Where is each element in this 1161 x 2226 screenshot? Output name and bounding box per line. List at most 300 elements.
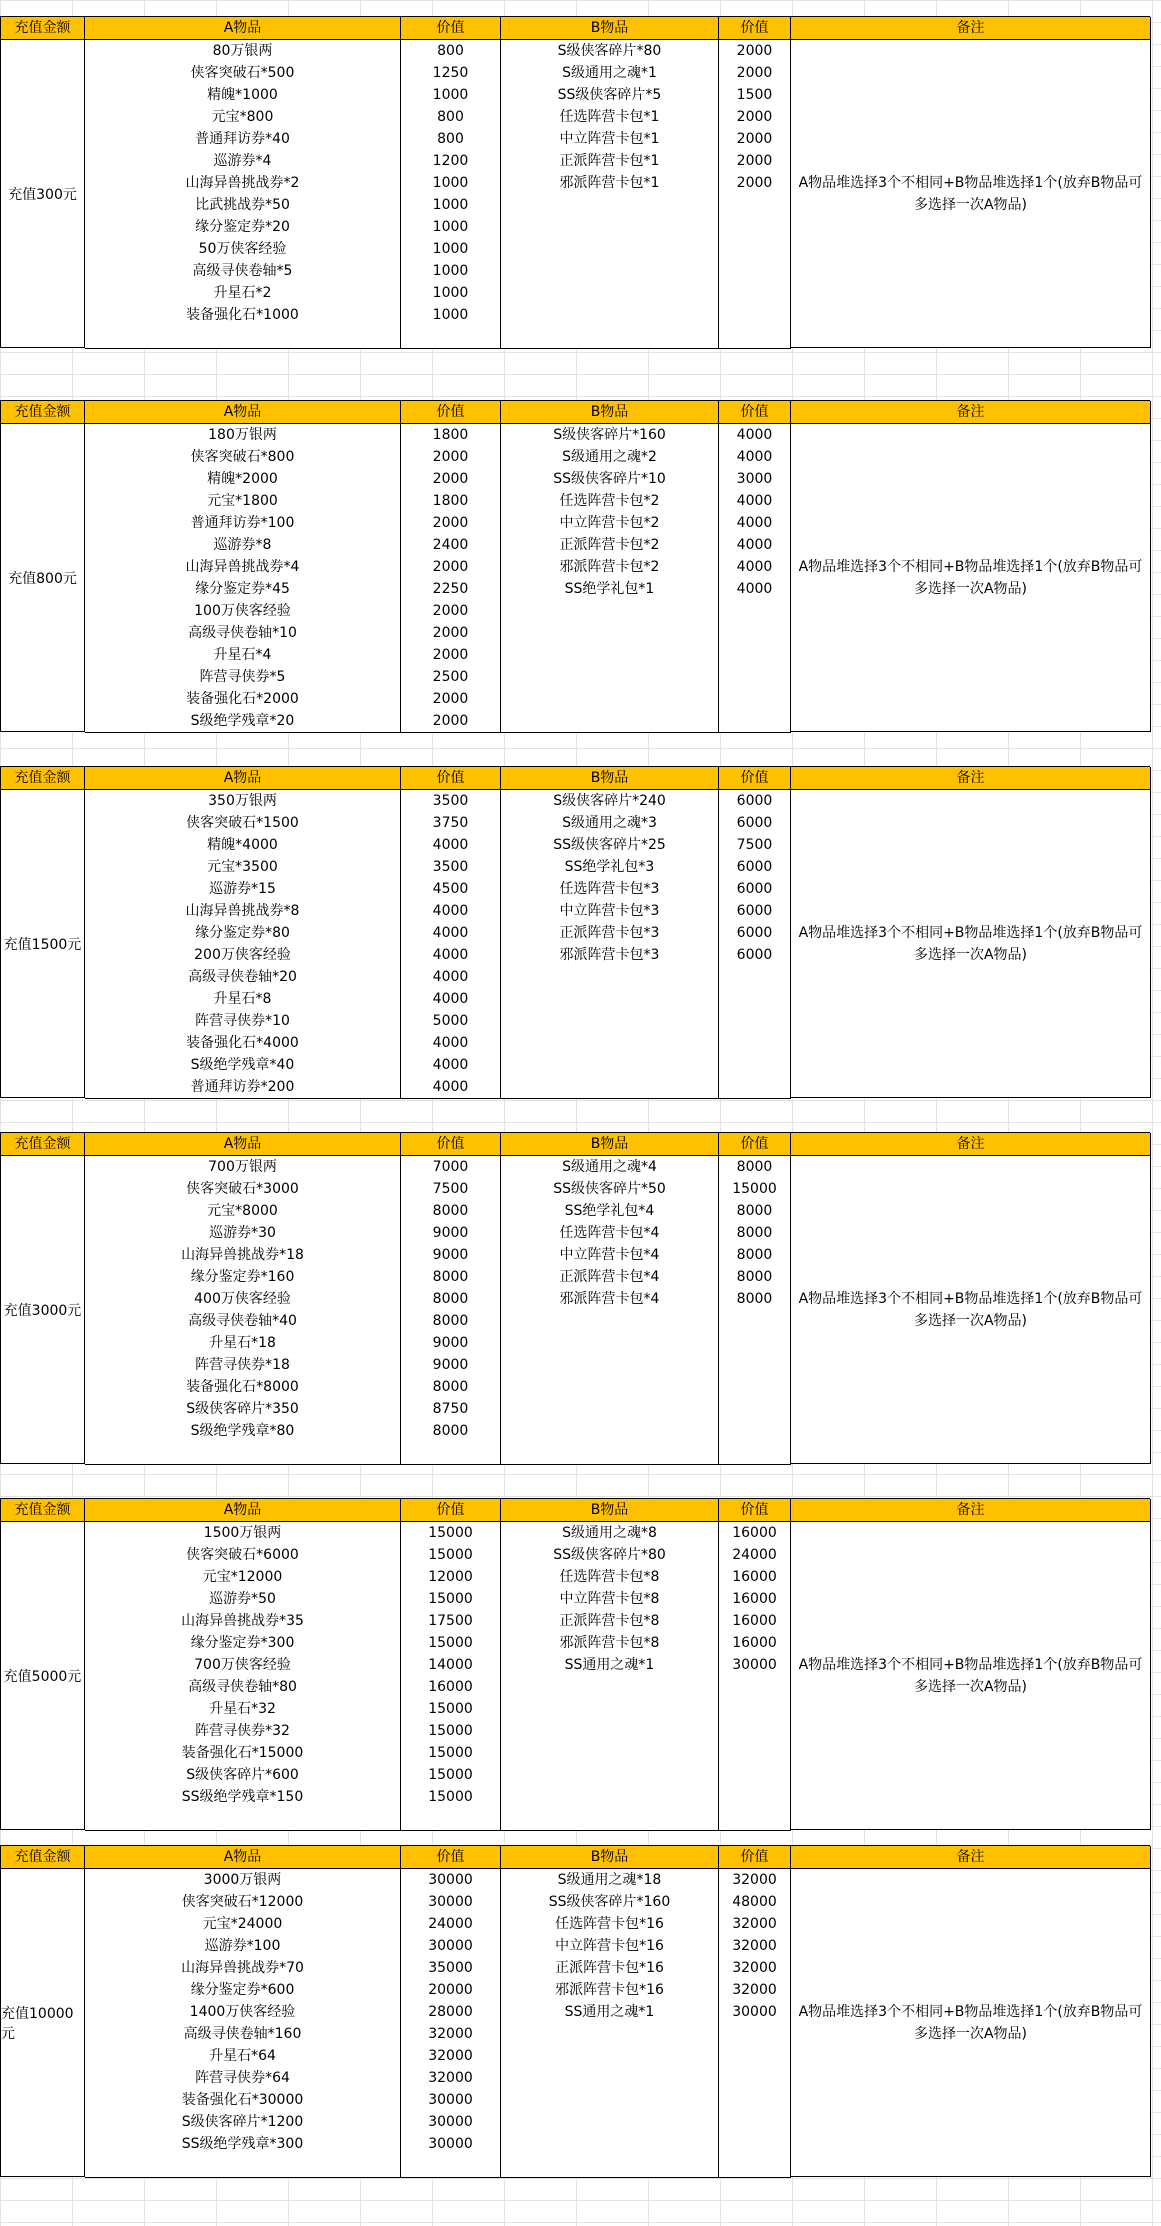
a-item-name: 巡游券*15 [85,878,401,900]
a-item-value: 30000 [401,2111,501,2133]
a-item-name: 180万银两 [85,424,401,446]
b-item-name [501,966,719,988]
remark-note: A物品堆选择3个不相同+B物品堆选择1个(放弃B物品可多选择一次A物品) [791,790,1151,1098]
table-row [85,1310,791,1333]
table-row [85,216,791,239]
b-item-name: 中立阵营卡包*8 [501,1588,719,1610]
a-item-name: S级绝学残章*80 [85,1420,401,1442]
b-item-name: 任选阵营卡包*8 [501,1566,719,1588]
a-item-value [401,1442,501,1464]
b-item-value [719,1742,791,1764]
b-item-name [501,644,719,666]
a-item-name: 精魄*4000 [85,834,401,856]
a-item-name: 阵营寻侠券*10 [85,1010,401,1032]
b-item-value: 4000 [719,512,791,534]
b-item-name [501,260,719,282]
a-item-name: 缘分鉴定券*300 [85,1632,401,1654]
table-row [85,856,791,879]
table-row [85,812,791,835]
b-item-value [719,622,791,644]
a-item-value: 32000 [401,2045,501,2067]
b-item-name: S级通用之魂*18 [501,1869,719,1891]
recharge-amount: 充值10000元 [1,1869,85,2177]
a-item-name: 80万银两 [85,40,401,62]
table-row [85,326,791,349]
table-row [85,944,791,967]
table-row [85,1979,791,2002]
a-item-name: 巡游券*100 [85,1935,401,1957]
a-item-value: 4000 [401,1054,501,1076]
table-row [85,1376,791,1399]
b-item-name: 正派阵营卡包*2 [501,534,719,556]
a-item-name: SS级绝学残章*300 [85,2133,401,2155]
a-item-name: 1500万银两 [85,1522,401,1544]
a-item-name: 元宝*3500 [85,856,401,878]
b-item-name: 任选阵营卡包*2 [501,490,719,512]
b-item-value [719,1032,791,1054]
b-item-value: 48000 [719,1891,791,1913]
a-item-name: S级侠客碎片*600 [85,1764,401,1786]
header-a-value: 价值 [401,1499,501,1521]
b-item-value: 8000 [719,1200,791,1222]
recharge-block [0,400,1150,732]
recharge-amount: 充值3000元 [1,1156,85,1464]
a-item-value: 17500 [401,1610,501,1632]
b-item-value: 32000 [719,1913,791,1935]
table-row [85,1566,791,1589]
b-item-name: S级通用之魂*2 [501,446,719,468]
b-item-value: 16000 [719,1632,791,1654]
header-a-value: 价值 [401,401,501,423]
table-row [85,1720,791,1743]
header-row [1,1499,1151,1522]
b-item-name [501,710,719,732]
b-item-name: S级通用之魂*8 [501,1522,719,1544]
b-item-value: 2000 [719,106,791,128]
table-row [85,834,791,857]
a-item-value: 15000 [401,1698,501,1720]
b-item-name [501,1032,719,1054]
b-item-value [719,1764,791,1786]
b-item-name: 中立阵营卡包*16 [501,1935,719,1957]
a-item-value: 2500 [401,666,501,688]
b-item-name [501,1808,719,1830]
table-row [85,1398,791,1421]
recharge-amount: 充值800元 [1,424,85,732]
b-item-value: 8000 [719,1222,791,1244]
a-item-value: 3500 [401,790,501,812]
a-item-name: 山海异兽挑战券*4 [85,556,401,578]
b-item-name: S级通用之魂*3 [501,812,719,834]
remark-note: A物品堆选择3个不相同+B物品堆选择1个(放弃B物品可多选择一次A物品) [791,1522,1151,1830]
b-item-name: 正派阵营卡包*8 [501,1610,719,1632]
a-item-value: 32000 [401,2067,501,2089]
header-b-item: B物品 [501,17,719,39]
a-item-name: 阵营寻侠券*64 [85,2067,401,2089]
header-remark: 备注 [791,401,1151,423]
a-item-name: 700万侠客经验 [85,1654,401,1676]
a-item-name: 升星石*64 [85,2045,401,2067]
table-row [85,2155,791,2178]
table-row [85,1222,791,1245]
table-row [85,40,791,63]
table-row [85,1698,791,1721]
b-item-name [501,688,719,710]
table-row [85,1654,791,1677]
a-item-name: 50万侠客经验 [85,238,401,260]
table-row [85,84,791,107]
b-item-name: S级侠客碎片*160 [501,424,719,446]
a-item-value: 9000 [401,1332,501,1354]
a-item-value: 2400 [401,534,501,556]
recharge-block [0,766,1150,1098]
a-item-name: 高级寻侠卷轴*5 [85,260,401,282]
header-a-value: 价值 [401,17,501,39]
b-item-value: 15000 [719,1178,791,1200]
a-item-name: 升星石*2 [85,282,401,304]
b-item-name [501,194,719,216]
b-item-value [719,666,791,688]
b-item-name [501,1398,719,1420]
header-amount: 充值金额 [1,401,85,423]
a-item-value: 2000 [401,600,501,622]
b-item-value: 8000 [719,1288,791,1310]
table-row [85,688,791,711]
a-item-value: 9000 [401,1222,501,1244]
b-item-value [719,2155,791,2177]
table-row [85,238,791,261]
a-item-name: 装备强化石*15000 [85,1742,401,1764]
table-row [85,710,791,733]
a-item-value: 15000 [401,1720,501,1742]
b-item-name: 邪派阵营卡包*1 [501,172,719,194]
b-item-name: 正派阵营卡包*16 [501,1957,719,1979]
header-b-item: B物品 [501,767,719,789]
a-item-value: 3500 [401,856,501,878]
b-item-name [501,1054,719,1076]
b-item-value: 4000 [719,578,791,600]
a-item-name: 侠客突破石*500 [85,62,401,84]
a-item-value: 2250 [401,578,501,600]
a-item-value: 4000 [401,966,501,988]
recharge-block [0,1845,1150,2177]
a-item-name: 普通拜访券*40 [85,128,401,150]
b-item-value [719,304,791,326]
header-b-item: B物品 [501,1133,719,1155]
b-item-name: SS级侠客碎片*50 [501,1178,719,1200]
a-item-name: 缘分鉴定券*20 [85,216,401,238]
b-item-value [719,688,791,710]
table-row [85,1786,791,1809]
header-remark: 备注 [791,17,1151,39]
table-row [85,900,791,923]
table-row [85,1332,791,1355]
a-item-name: 缘分鉴定券*600 [85,1979,401,2001]
header-a-item: A物品 [85,1846,401,1868]
header-amount: 充值金额 [1,1133,85,1155]
table-row [85,534,791,557]
b-item-value [719,326,791,348]
table-row [85,644,791,667]
b-item-name [501,216,719,238]
b-item-name: 邪派阵营卡包*2 [501,556,719,578]
table-row [85,1522,791,1545]
a-item-name: 装备强化石*30000 [85,2089,401,2111]
a-item-name: 装备强化石*2000 [85,688,401,710]
table-row [85,790,791,813]
header-b-item: B物品 [501,401,719,423]
b-item-name: 邪派阵营卡包*3 [501,944,719,966]
b-item-name [501,1010,719,1032]
a-item-value: 2000 [401,556,501,578]
a-item-value: 2000 [401,622,501,644]
a-item-name: 升星石*4 [85,644,401,666]
b-item-name: 任选阵营卡包*4 [501,1222,719,1244]
a-item-value: 1000 [401,194,501,216]
header-a-item: A物品 [85,767,401,789]
a-item-name: 普通拜访券*100 [85,512,401,534]
a-item-name [85,1442,401,1464]
a-item-name: 巡游券*4 [85,150,401,172]
b-item-name: SS绝学礼包*3 [501,856,719,878]
table-row [85,1200,791,1223]
b-item-name [501,1764,719,1786]
b-item-value: 8000 [719,1266,791,1288]
b-item-name [501,1676,719,1698]
b-item-value: 6000 [719,922,791,944]
a-item-value: 15000 [401,1544,501,1566]
table-row [85,106,791,129]
a-item-name: 缘分鉴定券*80 [85,922,401,944]
header-b-value: 价值 [719,1499,791,1521]
b-item-name: S级侠客碎片*240 [501,790,719,812]
header-a-value: 价值 [401,1133,501,1155]
b-item-value: 6000 [719,856,791,878]
table-row [85,2067,791,2090]
b-item-name: 邪派阵营卡包*4 [501,1288,719,1310]
a-item-value: 32000 [401,2023,501,2045]
header-row [1,17,1151,40]
a-item-value: 1800 [401,490,501,512]
table-row [85,1957,791,1980]
header-amount: 充值金额 [1,767,85,789]
a-item-name: 高级寻侠卷轴*40 [85,1310,401,1332]
b-item-name: SS通用之魂*1 [501,1654,719,1676]
b-item-value: 30000 [719,2001,791,2023]
a-item-value: 8000 [401,1310,501,1332]
b-item-value [719,2089,791,2111]
table-row [85,1156,791,1179]
b-item-value: 6000 [719,900,791,922]
table-row [85,878,791,901]
remark-note: A物品堆选择3个不相同+B物品堆选择1个(放弃B物品可多选择一次A物品) [791,424,1151,732]
b-item-name [501,1310,719,1332]
b-item-name: 正派阵营卡包*1 [501,150,719,172]
table-row [85,966,791,989]
a-item-value: 7000 [401,1156,501,1178]
a-item-value: 20000 [401,1979,501,2001]
b-item-value: 6000 [719,812,791,834]
header-remark: 备注 [791,1133,1151,1155]
table-row [85,150,791,173]
header-row [1,401,1151,424]
table-row [85,1354,791,1377]
a-item-name: 升星石*8 [85,988,401,1010]
table-row [85,1442,791,1465]
b-item-name [501,1420,719,1442]
a-item-name: 侠客突破石*3000 [85,1178,401,1200]
a-item-value: 1000 [401,304,501,326]
b-item-value: 3000 [719,468,791,490]
remark-note: A物品堆选择3个不相同+B物品堆选择1个(放弃B物品可多选择一次A物品) [791,1156,1151,1464]
header-row [1,1133,1151,1156]
header-b-item: B物品 [501,1499,719,1521]
a-item-value [401,326,501,348]
a-item-name: 山海异兽挑战券*70 [85,1957,401,1979]
b-item-name [501,666,719,688]
a-item-value: 15000 [401,1588,501,1610]
a-item-value: 2000 [401,644,501,666]
b-item-value [719,1676,791,1698]
a-item-value: 800 [401,40,501,62]
header-a-value: 价值 [401,1846,501,1868]
a-item-value: 2000 [401,512,501,534]
b-item-name: SS级侠客碎片*10 [501,468,719,490]
a-item-value: 4000 [401,900,501,922]
header-remark: 备注 [791,1499,1151,1521]
recharge-amount: 充值5000元 [1,1522,85,1830]
a-item-name: 山海异兽挑战券*35 [85,1610,401,1632]
table-row [85,282,791,305]
b-item-value: 8000 [719,1244,791,1266]
b-item-value: 7500 [719,834,791,856]
b-item-value: 6000 [719,790,791,812]
b-item-value [719,216,791,238]
b-item-name [501,622,719,644]
table-row [85,1764,791,1787]
b-item-name [501,1376,719,1398]
a-item-name: 200万侠客经验 [85,944,401,966]
b-item-value: 32000 [719,1979,791,2001]
a-item-value: 4000 [401,1076,501,1098]
b-item-name: SS级侠客碎片*25 [501,834,719,856]
b-item-name: 邪派阵营卡包*8 [501,1632,719,1654]
recharge-block [0,16,1150,348]
a-item-value: 30000 [401,1869,501,1891]
a-item-name: 元宝*24000 [85,1913,401,1935]
a-item-value: 30000 [401,2089,501,2111]
b-item-name: 正派阵营卡包*4 [501,1266,719,1288]
a-item-value: 14000 [401,1654,501,1676]
a-item-name: 巡游券*30 [85,1222,401,1244]
a-item-value: 2000 [401,468,501,490]
a-item-value: 4500 [401,878,501,900]
b-item-value [719,1420,791,1442]
header-remark: 备注 [791,1846,1151,1868]
b-item-name [501,1354,719,1376]
a-item-value: 1250 [401,62,501,84]
a-item-value: 15000 [401,1522,501,1544]
a-item-value: 12000 [401,1566,501,1588]
b-item-value [719,238,791,260]
b-item-name: 正派阵营卡包*3 [501,922,719,944]
b-item-value [719,1332,791,1354]
a-item-value: 800 [401,106,501,128]
header-a-item: A物品 [85,17,401,39]
b-item-name: S级通用之魂*4 [501,1156,719,1178]
a-item-name: 400万侠客经验 [85,1288,401,1310]
a-item-value: 1000 [401,172,501,194]
a-item-name: 1400万侠客经验 [85,2001,401,2023]
a-item-value: 15000 [401,1742,501,1764]
b-item-value [719,282,791,304]
a-item-name: 山海异兽挑战券*18 [85,1244,401,1266]
b-item-name [501,238,719,260]
table-row [85,1010,791,1033]
a-item-name: 巡游券*8 [85,534,401,556]
table-row [85,128,791,151]
b-item-name: 任选阵营卡包*1 [501,106,719,128]
b-item-value [719,1398,791,1420]
b-item-name: SS通用之魂*1 [501,2001,719,2023]
a-item-name: 比武挑战券*50 [85,194,401,216]
b-item-value [719,988,791,1010]
table-row [85,1420,791,1443]
table-row [85,260,791,283]
header-b-value: 价值 [719,767,791,789]
a-item-value: 1000 [401,216,501,238]
table-row [85,446,791,469]
a-item-name: 山海异兽挑战券*8 [85,900,401,922]
table-row [85,2023,791,2046]
a-item-value: 8000 [401,1420,501,1442]
a-item-value: 4000 [401,944,501,966]
a-item-value: 8000 [401,1200,501,1222]
b-item-value [719,2111,791,2133]
table-row [85,1891,791,1914]
table-row [85,578,791,601]
a-item-name: 升星石*32 [85,1698,401,1720]
b-item-value [719,1808,791,1830]
b-item-name: 任选阵营卡包*3 [501,878,719,900]
table-row [85,468,791,491]
b-item-value: 32000 [719,1957,791,1979]
a-item-value: 15000 [401,1786,501,1808]
b-item-name [501,2023,719,2045]
table-row [85,490,791,513]
b-item-value: 6000 [719,944,791,966]
a-item-value: 8000 [401,1376,501,1398]
table-row [85,1869,791,1892]
b-item-name: S级侠客碎片*80 [501,40,719,62]
a-item-value: 7500 [401,1178,501,1200]
b-item-value: 2000 [719,128,791,150]
a-item-name: 元宝*12000 [85,1566,401,1588]
b-item-name [501,2155,719,2177]
a-item-name [85,326,401,348]
a-item-name: 高级寻侠卷轴*20 [85,966,401,988]
b-item-name [501,2045,719,2067]
b-item-name [501,1332,719,1354]
table-row [85,1076,791,1099]
b-item-value [719,2133,791,2155]
a-item-name: 元宝*1800 [85,490,401,512]
a-item-name: 100万侠客经验 [85,600,401,622]
b-item-name [501,1442,719,1464]
table-row [85,424,791,447]
b-item-value: 16000 [719,1522,791,1544]
b-item-value: 2000 [719,40,791,62]
